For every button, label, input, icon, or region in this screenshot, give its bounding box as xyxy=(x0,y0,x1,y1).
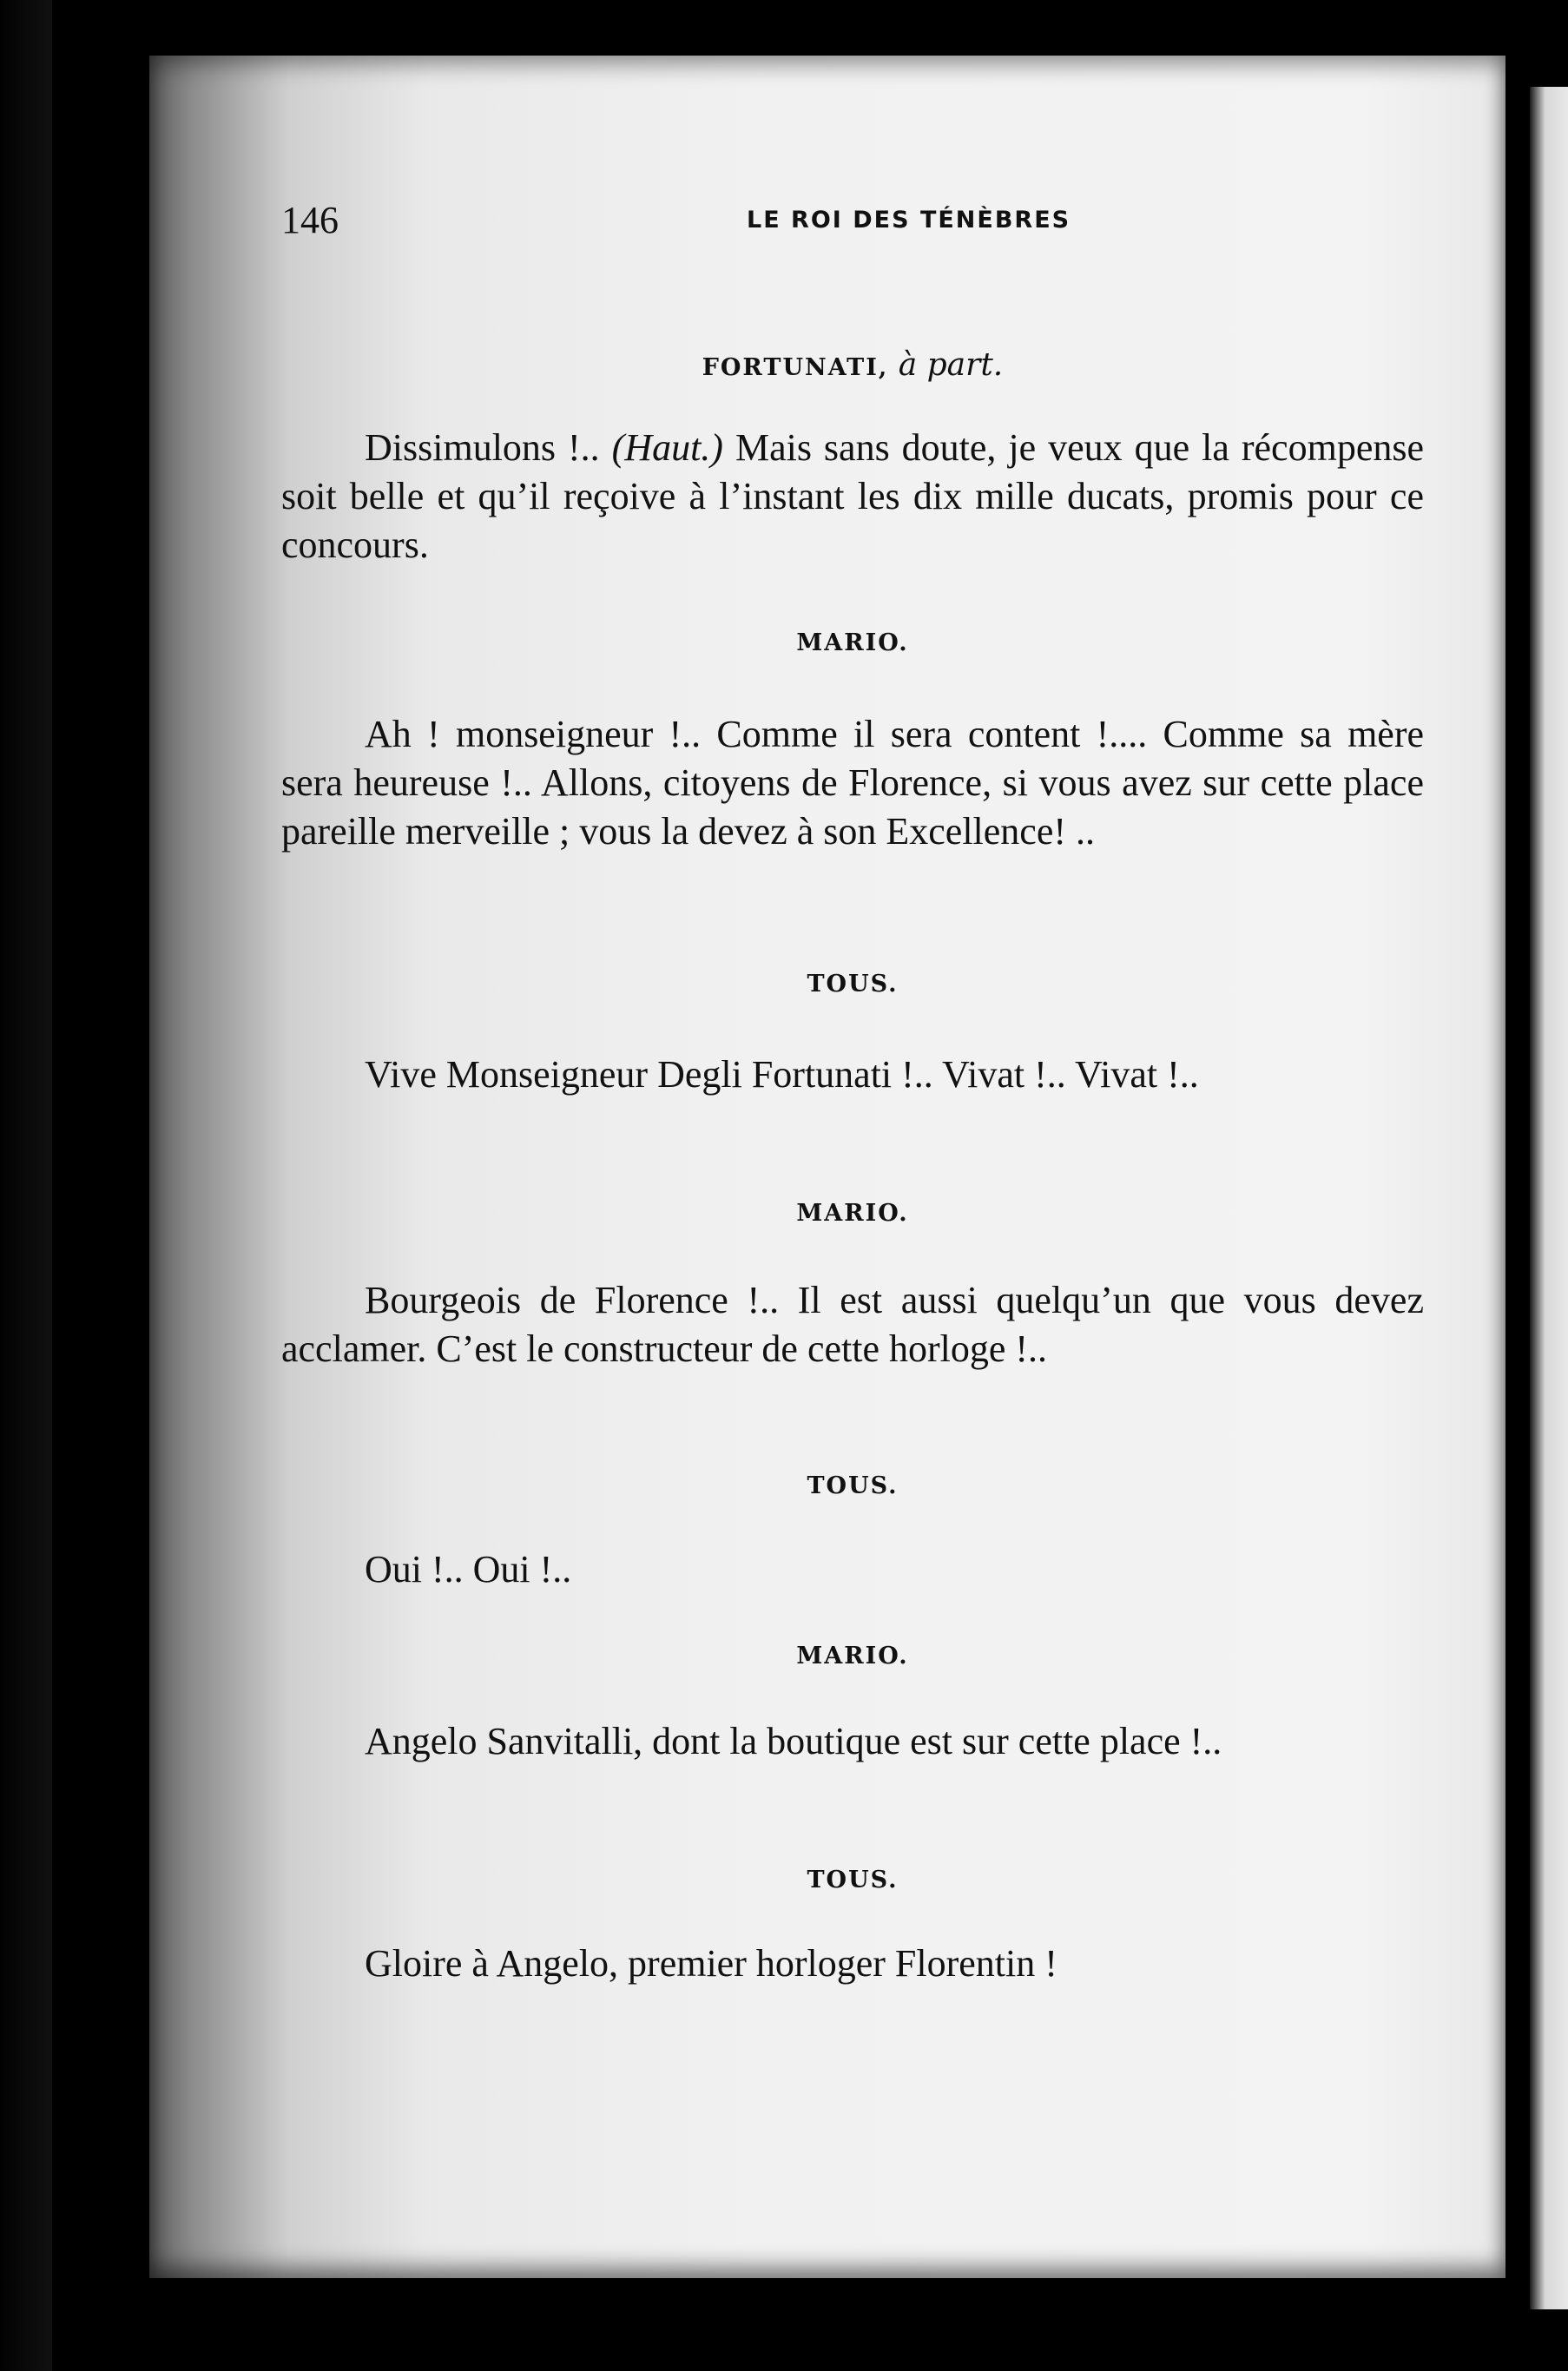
dialogue-paragraph-3: Vive Monseigneur Degli Fortunati !.. Vivat !.. Vivat !.. xyxy=(365,1053,1199,1096)
dialogue-paragraph-2: Ah ! monseigneur !.. Comme il sera content !.... Comme sa mère sera heureuse !.. Allons, citoyens de Florence, si vous avez sur cette place pareille merveille ; vous la devez à son Excellence! .. xyxy=(281,713,1424,853)
dialogue-paragraph-7: Gloire à Angelo, premier horloger Florentin ! xyxy=(365,1942,1057,1985)
running-title: LE ROI DES TÉNÈBRES xyxy=(747,207,1071,234)
speaker-heading-tous-1: TOUS. xyxy=(807,971,899,998)
speaker-heading-mario-1: MARIO. xyxy=(796,629,909,656)
speaker-heading-mario-3: MARIO. xyxy=(796,1643,909,1670)
page-header xyxy=(281,198,1150,259)
dialogue-text: Mais sans doute, je veux que la récompense soit belle et qu’il reçoive à l’instant les dix mille ducats, promis pour ce concours. xyxy=(281,426,1424,566)
speaker-heading-mario-2: MARIO. xyxy=(796,1200,909,1227)
speaker-heading-fortunati xyxy=(281,347,1424,383)
speaker-name: FORTUNATI, xyxy=(702,354,889,381)
speaker-heading-tous-2: TOUS. xyxy=(807,1472,899,1499)
dialogue-paragraph-6: Angelo Sanvitalli, dont la boutique est sur cette place !.. xyxy=(365,1720,1222,1762)
dialogue-text: Dissimulons !.. xyxy=(365,426,612,469)
stage-direction-inline: (Haut.) xyxy=(611,426,723,469)
page-number: 146 xyxy=(281,199,339,241)
dialogue-paragraph-4: Bourgeois de Florence !.. Il est aussi quelqu’un que vous devez acclamer. C’est le constructeur de cette horloge !.. xyxy=(281,1279,1424,1370)
dialogue-paragraph-1 xyxy=(281,424,1424,570)
stage-direction: à part. xyxy=(898,347,1004,383)
facing-page-edge xyxy=(1530,87,1568,2309)
speaker-heading-tous-3: TOUS. xyxy=(807,1867,899,1894)
dialogue-paragraph-5: Oui !.. Oui !.. xyxy=(365,1548,572,1591)
scan-left-border xyxy=(0,0,52,2371)
